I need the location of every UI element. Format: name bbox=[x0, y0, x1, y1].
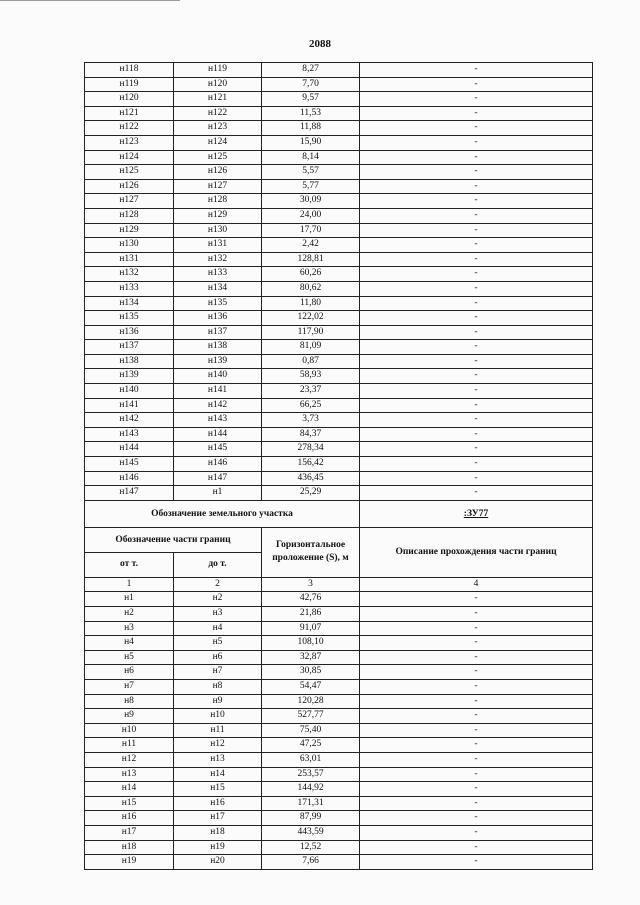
table-row bbox=[85, 665, 593, 680]
to-point-cell: н125 bbox=[174, 150, 262, 165]
from-point-cell: н19 bbox=[85, 855, 174, 870]
table-row bbox=[85, 354, 593, 369]
to-point-cell: н2 bbox=[174, 592, 262, 607]
description-cell: - bbox=[360, 782, 593, 797]
section1-body bbox=[85, 63, 593, 501]
header-from: от т. bbox=[85, 552, 174, 577]
to-point-cell: н11 bbox=[174, 723, 262, 738]
to-point-cell: н10 bbox=[174, 709, 262, 724]
distance-cell: 11,88 bbox=[262, 121, 360, 136]
parcel-value: :ЗУ77 bbox=[360, 500, 593, 527]
description-cell: - bbox=[360, 208, 593, 223]
to-point-cell: н18 bbox=[174, 825, 262, 840]
description-cell: - bbox=[360, 311, 593, 326]
table-row bbox=[85, 179, 593, 194]
header-number-3: 3 bbox=[262, 577, 360, 592]
distance-cell: 117,90 bbox=[262, 325, 360, 340]
to-point-cell: н147 bbox=[174, 471, 262, 486]
distance-cell: 47,25 bbox=[262, 738, 360, 753]
header-number-4: 4 bbox=[360, 577, 593, 592]
distance-cell: 144,92 bbox=[262, 782, 360, 797]
distance-cell: 8,14 bbox=[262, 150, 360, 165]
from-point-cell: н13 bbox=[85, 767, 174, 782]
to-point-cell: н12 bbox=[174, 738, 262, 753]
from-point-cell: н139 bbox=[85, 369, 174, 384]
distance-cell: 120,28 bbox=[262, 694, 360, 709]
from-point-cell: н130 bbox=[85, 238, 174, 253]
from-point-cell: н137 bbox=[85, 340, 174, 355]
distance-cell: 66,25 bbox=[262, 398, 360, 413]
distance-cell: 30,85 bbox=[262, 665, 360, 680]
to-point-cell: н131 bbox=[174, 238, 262, 253]
from-point-cell: н136 bbox=[85, 325, 174, 340]
distance-cell: 80,62 bbox=[262, 281, 360, 296]
distance-cell: 7,66 bbox=[262, 855, 360, 870]
description-cell: - bbox=[360, 471, 593, 486]
to-point-cell: н145 bbox=[174, 442, 262, 457]
distance-cell: 3,73 bbox=[262, 413, 360, 428]
table-row bbox=[85, 63, 593, 78]
boundary-table bbox=[84, 62, 593, 870]
from-point-cell: н14 bbox=[85, 782, 174, 797]
from-point-cell: н121 bbox=[85, 106, 174, 121]
to-point-cell: н130 bbox=[174, 223, 262, 238]
to-point-cell: н1 bbox=[174, 486, 262, 501]
table-row bbox=[85, 679, 593, 694]
to-point-cell: н6 bbox=[174, 650, 262, 665]
description-cell: - bbox=[360, 165, 593, 180]
distance-cell: 7,70 bbox=[262, 77, 360, 92]
from-point-cell: н12 bbox=[85, 752, 174, 767]
from-point-cell: н144 bbox=[85, 442, 174, 457]
description-cell: - bbox=[360, 223, 593, 238]
to-point-cell: н146 bbox=[174, 457, 262, 472]
from-point-cell: н11 bbox=[85, 738, 174, 753]
table-row bbox=[85, 150, 593, 165]
from-point-cell: н146 bbox=[85, 471, 174, 486]
table-row bbox=[85, 427, 593, 442]
distance-cell: 2,42 bbox=[262, 238, 360, 253]
description-cell: - bbox=[360, 457, 593, 472]
to-point-cell: н19 bbox=[174, 840, 262, 855]
from-point-cell: н120 bbox=[85, 92, 174, 107]
to-point-cell: н121 bbox=[174, 92, 262, 107]
to-point-cell: н9 bbox=[174, 694, 262, 709]
to-point-cell: н128 bbox=[174, 194, 262, 209]
from-point-cell: н1 bbox=[85, 592, 174, 607]
from-point-cell: н145 bbox=[85, 457, 174, 472]
from-point-cell: н3 bbox=[85, 621, 174, 636]
distance-cell: 30,09 bbox=[262, 194, 360, 209]
description-cell: - bbox=[360, 354, 593, 369]
header-row-1 bbox=[85, 527, 593, 552]
distance-cell: 8,27 bbox=[262, 63, 360, 78]
from-point-cell: н129 bbox=[85, 223, 174, 238]
table-row bbox=[85, 223, 593, 238]
header-number-2: 2 bbox=[174, 577, 262, 592]
description-cell: - bbox=[360, 150, 593, 165]
description-cell: - bbox=[360, 281, 593, 296]
to-point-cell: н123 bbox=[174, 121, 262, 136]
page-number: 2088 bbox=[309, 38, 331, 50]
table-row bbox=[85, 77, 593, 92]
to-point-cell: н124 bbox=[174, 135, 262, 150]
description-cell: - bbox=[360, 135, 593, 150]
header-horizontal: Горизонтальное проложение (S), м bbox=[262, 527, 360, 577]
distance-cell: 21,86 bbox=[262, 607, 360, 622]
description-cell: - bbox=[360, 738, 593, 753]
table-row bbox=[85, 369, 593, 384]
distance-cell: 17,70 bbox=[262, 223, 360, 238]
from-point-cell: н141 bbox=[85, 398, 174, 413]
description-cell: - bbox=[360, 621, 593, 636]
header-to: до т. bbox=[174, 552, 262, 577]
to-point-cell: н142 bbox=[174, 398, 262, 413]
description-cell: - bbox=[360, 796, 593, 811]
table-row bbox=[85, 398, 593, 413]
distance-cell: 87,99 bbox=[262, 811, 360, 826]
distance-cell: 81,09 bbox=[262, 340, 360, 355]
table-row bbox=[85, 840, 593, 855]
table-row bbox=[85, 325, 593, 340]
from-point-cell: н143 bbox=[85, 427, 174, 442]
to-point-cell: н137 bbox=[174, 325, 262, 340]
distance-cell: 11,53 bbox=[262, 106, 360, 121]
description-cell: - bbox=[360, 179, 593, 194]
header-description: Описание прохождения части границ bbox=[360, 527, 593, 577]
description-cell: - bbox=[360, 665, 593, 680]
from-point-cell: н16 bbox=[85, 811, 174, 826]
table-row bbox=[85, 238, 593, 253]
description-cell: - bbox=[360, 752, 593, 767]
from-point-cell: н15 bbox=[85, 796, 174, 811]
to-point-cell: н17 bbox=[174, 811, 262, 826]
description-cell: - bbox=[360, 592, 593, 607]
description-cell: - bbox=[360, 92, 593, 107]
distance-cell: 278,34 bbox=[262, 442, 360, 457]
table-row bbox=[85, 413, 593, 428]
table-row bbox=[85, 855, 593, 870]
to-point-cell: н5 bbox=[174, 636, 262, 651]
distance-cell: 15,90 bbox=[262, 135, 360, 150]
table-row bbox=[85, 752, 593, 767]
from-point-cell: н5 bbox=[85, 650, 174, 665]
table-row bbox=[85, 106, 593, 121]
description-cell: - bbox=[360, 325, 593, 340]
description-cell: - bbox=[360, 679, 593, 694]
to-point-cell: н132 bbox=[174, 252, 262, 267]
to-point-cell: н136 bbox=[174, 311, 262, 326]
table-row bbox=[85, 252, 593, 267]
from-point-cell: н119 bbox=[85, 77, 174, 92]
distance-cell: 91,07 bbox=[262, 621, 360, 636]
from-point-cell: н147 bbox=[85, 486, 174, 501]
description-cell: - bbox=[360, 486, 593, 501]
table-row bbox=[85, 723, 593, 738]
distance-cell: 122,02 bbox=[262, 311, 360, 326]
description-cell: - bbox=[360, 63, 593, 78]
description-cell: - bbox=[360, 398, 593, 413]
table-row bbox=[85, 607, 593, 622]
table-row bbox=[85, 709, 593, 724]
to-point-cell: н15 bbox=[174, 782, 262, 797]
description-cell: - bbox=[360, 267, 593, 282]
description-cell: - bbox=[360, 636, 593, 651]
distance-cell: 253,57 bbox=[262, 767, 360, 782]
to-point-cell: н135 bbox=[174, 296, 262, 311]
distance-cell: 24,00 bbox=[262, 208, 360, 223]
description-cell: - bbox=[360, 384, 593, 399]
description-cell: - bbox=[360, 855, 593, 870]
distance-cell: 527,77 bbox=[262, 709, 360, 724]
description-cell: - bbox=[360, 121, 593, 136]
table-row bbox=[85, 796, 593, 811]
distance-cell: 156,42 bbox=[262, 457, 360, 472]
description-cell: - bbox=[360, 369, 593, 384]
from-point-cell: н133 bbox=[85, 281, 174, 296]
from-point-cell: н18 bbox=[85, 840, 174, 855]
from-point-cell: н140 bbox=[85, 384, 174, 399]
table-row bbox=[85, 782, 593, 797]
table-row bbox=[85, 636, 593, 651]
to-point-cell: н3 bbox=[174, 607, 262, 622]
from-point-cell: н4 bbox=[85, 636, 174, 651]
description-cell: - bbox=[360, 825, 593, 840]
distance-cell: 54,47 bbox=[262, 679, 360, 694]
distance-cell: 60,26 bbox=[262, 267, 360, 282]
description-cell: - bbox=[360, 340, 593, 355]
distance-cell: 23,37 bbox=[262, 384, 360, 399]
description-cell: - bbox=[360, 840, 593, 855]
description-cell: - bbox=[360, 427, 593, 442]
distance-cell: 84,37 bbox=[262, 427, 360, 442]
from-point-cell: н124 bbox=[85, 150, 174, 165]
table-row bbox=[85, 208, 593, 223]
to-point-cell: н7 bbox=[174, 665, 262, 680]
to-point-cell: н138 bbox=[174, 340, 262, 355]
parcel-row bbox=[85, 500, 593, 527]
description-cell: - bbox=[360, 709, 593, 724]
from-point-cell: н122 bbox=[85, 121, 174, 136]
description-cell: - bbox=[360, 694, 593, 709]
to-point-cell: н122 bbox=[174, 106, 262, 121]
distance-cell: 63,01 bbox=[262, 752, 360, 767]
from-point-cell: н10 bbox=[85, 723, 174, 738]
header-boundary-part: Обозначение части границ bbox=[85, 527, 262, 552]
table-row bbox=[85, 457, 593, 472]
to-point-cell: н129 bbox=[174, 208, 262, 223]
distance-cell: 171,31 bbox=[262, 796, 360, 811]
table-row bbox=[85, 311, 593, 326]
from-point-cell: н132 bbox=[85, 267, 174, 282]
table-row bbox=[85, 471, 593, 486]
from-point-cell: н125 bbox=[85, 165, 174, 180]
description-cell: - bbox=[360, 77, 593, 92]
from-point-cell: н135 bbox=[85, 311, 174, 326]
to-point-cell: н20 bbox=[174, 855, 262, 870]
from-point-cell: н9 bbox=[85, 709, 174, 724]
distance-cell: 0,87 bbox=[262, 354, 360, 369]
description-cell: - bbox=[360, 194, 593, 209]
description-cell: - bbox=[360, 650, 593, 665]
scan-edge-line bbox=[0, 0, 180, 3]
to-point-cell: н133 bbox=[174, 267, 262, 282]
from-point-cell: н118 bbox=[85, 63, 174, 78]
distance-cell: 75,40 bbox=[262, 723, 360, 738]
table-row bbox=[85, 442, 593, 457]
to-point-cell: н134 bbox=[174, 281, 262, 296]
from-point-cell: н134 bbox=[85, 296, 174, 311]
to-point-cell: н144 bbox=[174, 427, 262, 442]
table-row bbox=[85, 121, 593, 136]
distance-cell: 58,93 bbox=[262, 369, 360, 384]
to-point-cell: н14 bbox=[174, 767, 262, 782]
from-point-cell: н131 bbox=[85, 252, 174, 267]
distance-cell: 32,87 bbox=[262, 650, 360, 665]
to-point-cell: н119 bbox=[174, 63, 262, 78]
parcel-label: Обозначение земельного участка bbox=[85, 500, 360, 527]
description-cell: - bbox=[360, 413, 593, 428]
from-point-cell: н138 bbox=[85, 354, 174, 369]
distance-cell: 5,77 bbox=[262, 179, 360, 194]
table-row bbox=[85, 592, 593, 607]
table-row bbox=[85, 267, 593, 282]
section2-body bbox=[85, 592, 593, 869]
description-cell: - bbox=[360, 442, 593, 457]
description-cell: - bbox=[360, 767, 593, 782]
distance-cell: 128,81 bbox=[262, 252, 360, 267]
table-row bbox=[85, 694, 593, 709]
to-point-cell: н8 bbox=[174, 679, 262, 694]
table-row bbox=[85, 825, 593, 840]
section2-header bbox=[85, 500, 593, 592]
description-cell: - bbox=[360, 607, 593, 622]
header-number-row bbox=[85, 577, 593, 592]
from-point-cell: н2 bbox=[85, 607, 174, 622]
from-point-cell: н126 bbox=[85, 179, 174, 194]
header-number-1: 1 bbox=[85, 577, 174, 592]
table-row bbox=[85, 194, 593, 209]
distance-cell: 42,76 bbox=[262, 592, 360, 607]
description-cell: - bbox=[360, 252, 593, 267]
table-row bbox=[85, 135, 593, 150]
distance-cell: 443,59 bbox=[262, 825, 360, 840]
to-point-cell: н127 bbox=[174, 179, 262, 194]
distance-cell: 11,80 bbox=[262, 296, 360, 311]
to-point-cell: н143 bbox=[174, 413, 262, 428]
from-point-cell: н8 bbox=[85, 694, 174, 709]
from-point-cell: н6 bbox=[85, 665, 174, 680]
description-cell: - bbox=[360, 723, 593, 738]
table-row bbox=[85, 811, 593, 826]
table-row bbox=[85, 340, 593, 355]
table-row bbox=[85, 384, 593, 399]
table-row bbox=[85, 767, 593, 782]
description-cell: - bbox=[360, 238, 593, 253]
distance-cell: 108,10 bbox=[262, 636, 360, 651]
to-point-cell: н141 bbox=[174, 384, 262, 399]
table-row bbox=[85, 486, 593, 501]
distance-cell: 5,57 bbox=[262, 165, 360, 180]
to-point-cell: н120 bbox=[174, 77, 262, 92]
to-point-cell: н13 bbox=[174, 752, 262, 767]
table-row bbox=[85, 621, 593, 636]
description-cell: - bbox=[360, 811, 593, 826]
to-point-cell: н140 bbox=[174, 369, 262, 384]
distance-cell: 25,29 bbox=[262, 486, 360, 501]
to-point-cell: н4 bbox=[174, 621, 262, 636]
from-point-cell: н127 bbox=[85, 194, 174, 209]
table-row bbox=[85, 296, 593, 311]
distance-cell: 436,45 bbox=[262, 471, 360, 486]
to-point-cell: н139 bbox=[174, 354, 262, 369]
to-point-cell: н126 bbox=[174, 165, 262, 180]
distance-cell: 9,57 bbox=[262, 92, 360, 107]
description-cell: - bbox=[360, 296, 593, 311]
from-point-cell: н17 bbox=[85, 825, 174, 840]
table-row bbox=[85, 165, 593, 180]
table-row bbox=[85, 738, 593, 753]
to-point-cell: н16 bbox=[174, 796, 262, 811]
table-row bbox=[85, 650, 593, 665]
table-row bbox=[85, 281, 593, 296]
from-point-cell: н128 bbox=[85, 208, 174, 223]
from-point-cell: н142 bbox=[85, 413, 174, 428]
from-point-cell: н7 bbox=[85, 679, 174, 694]
description-cell: - bbox=[360, 106, 593, 121]
distance-cell: 12,52 bbox=[262, 840, 360, 855]
table-row bbox=[85, 92, 593, 107]
from-point-cell: н123 bbox=[85, 135, 174, 150]
